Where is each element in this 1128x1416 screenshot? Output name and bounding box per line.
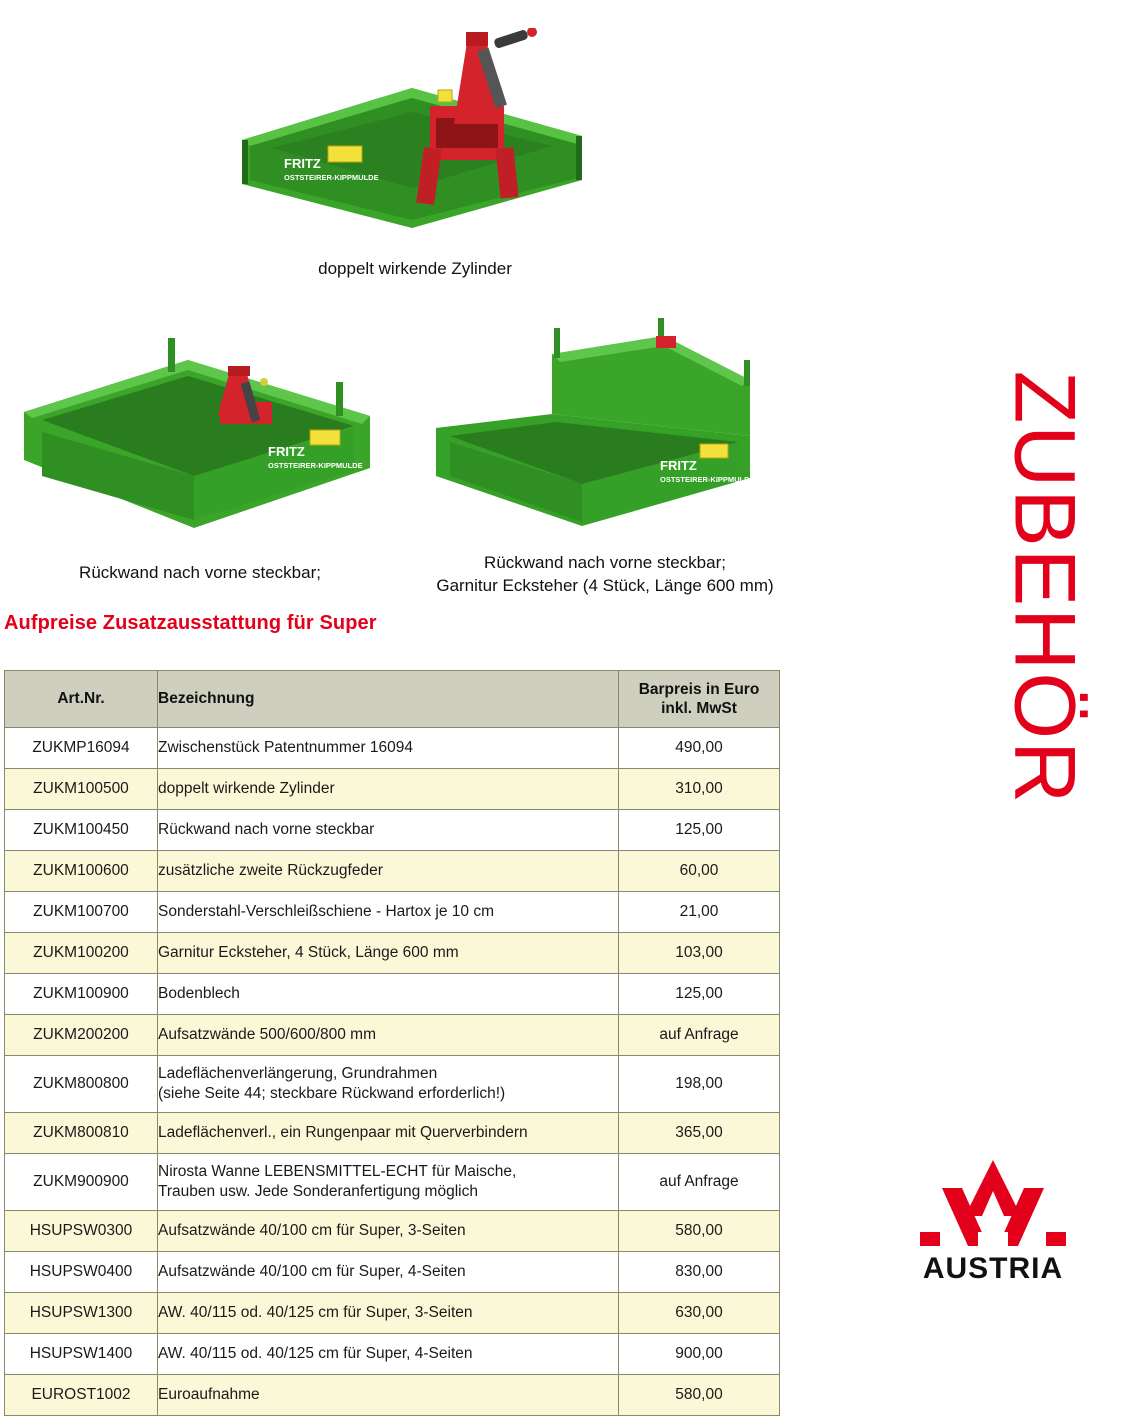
cell-price: 630,00 (619, 1293, 780, 1334)
cell-price: auf Anfrage (619, 1015, 780, 1056)
austria-a-icon (918, 1158, 1068, 1250)
austria-logo-mark (918, 1158, 1068, 1250)
cell-article-number: ZUKM100700 (5, 892, 158, 933)
cell-description-line2: Trauben usw. Jede Sonderanfertigung möglich (158, 1183, 478, 1200)
cell-description (158, 1154, 619, 1211)
austria-logo (898, 1158, 1088, 1286)
table-row (5, 810, 780, 851)
cell-price: 198,00 (619, 1056, 780, 1113)
side-title-zubehoer (984, 318, 1104, 858)
cell-description: Zwischenstück Patentnummer 16094 (158, 728, 619, 769)
table-row (5, 1154, 780, 1211)
cell-price: 103,00 (619, 933, 780, 974)
cell-description: Garnitur Ecksteher, 4 Stück, Länge 600 mm (158, 933, 619, 974)
cell-article-number: ZUKM100200 (5, 933, 158, 974)
cell-article-number: ZUKM100600 (5, 851, 158, 892)
cell-article-number: HSUPSW0400 (5, 1252, 158, 1293)
caption-rear-wall-left: Rückwand nach vorne steckbar; (79, 563, 321, 582)
cell-price: 125,00 (619, 810, 780, 851)
table-row (5, 769, 780, 810)
cell-article-number: ZUKM100500 (5, 769, 158, 810)
cell-article-number: HSUPSW1400 (5, 1334, 158, 1375)
cell-price: 60,00 (619, 851, 780, 892)
table-row (5, 1211, 780, 1252)
table-row (5, 728, 780, 769)
table-row (5, 974, 780, 1015)
cell-price: 310,00 (619, 769, 780, 810)
product-image-rear-wall-corner-stakes (432, 318, 782, 543)
cell-price: 580,00 (619, 1375, 780, 1416)
table-row (5, 1293, 780, 1334)
cell-description: Aufsatzwände 500/600/800 mm (158, 1015, 619, 1056)
cell-description-line2: (siehe Seite 44; steckbare Rückwand erforderlich!) (158, 1085, 506, 1102)
svg-text:FRITZ: FRITZ (268, 444, 305, 459)
svg-text:FRITZ: FRITZ (660, 458, 697, 473)
cell-description (158, 1056, 619, 1113)
cell-price: 125,00 (619, 974, 780, 1015)
table-row (5, 1375, 780, 1416)
table-body (5, 728, 780, 1416)
table-header-row (5, 671, 780, 728)
cell-description: Aufsatzwände 40/100 cm für Super, 4-Seiten (158, 1252, 619, 1293)
cell-article-number: ZUKM200200 (5, 1015, 158, 1056)
cell-price: auf Anfrage (619, 1154, 780, 1211)
column-header-article-number: Art.Nr. (5, 671, 158, 728)
table-row (5, 1056, 780, 1113)
price-table-container (4, 670, 776, 1416)
cell-price: 365,00 (619, 1113, 780, 1154)
table-header (5, 671, 780, 728)
cell-description: AW. 40/115 od. 40/125 cm für Super, 4-Seiten (158, 1334, 619, 1375)
side-title-text: ZUBEHÖR (996, 370, 1093, 806)
cell-description: AW. 40/115 od. 40/125 cm für Super, 3-Seiten (158, 1293, 619, 1334)
cell-description: Aufsatzwände 40/100 cm für Super, 3-Seiten (158, 1211, 619, 1252)
table-row (5, 1015, 780, 1056)
price-table (4, 670, 780, 1416)
cell-article-number: ZUKM800810 (5, 1113, 158, 1154)
table-row (5, 1113, 780, 1154)
tipping-bucket-illustration-3 (432, 318, 782, 543)
caption-line-1: Rückwand nach vorne steckbar; (484, 553, 726, 572)
column-header-description: Bezeichnung (158, 671, 619, 728)
cell-price: 21,00 (619, 892, 780, 933)
cell-description-line1: Ladeflächenverlängerung, Grundrahmen (158, 1064, 438, 1082)
cell-price: 900,00 (619, 1334, 780, 1375)
cell-article-number: HSUPSW1300 (5, 1293, 158, 1334)
cell-description: Ladeflächenverl., ein Rungenpaar mit Querverbindern (158, 1113, 619, 1154)
table-row (5, 892, 780, 933)
cell-article-number: ZUKMP16094 (5, 728, 158, 769)
cell-price: 580,00 (619, 1211, 780, 1252)
cell-description: doppelt wirkende Zylinder (158, 769, 619, 810)
svg-text:FRITZ: FRITZ (284, 156, 321, 171)
austria-logo-text: AUSTRIA (922, 1252, 1064, 1285)
table-row (5, 1334, 780, 1375)
column-header-price-line1: Barpreis in Euro (638, 680, 760, 698)
cell-description: Sonderstahl-Verschleißschiene - Hartox je 10 cm (158, 892, 619, 933)
cell-description: zusätzliche zweite Rückzugfeder (158, 851, 619, 892)
cell-description: Bodenblech (158, 974, 619, 1015)
tipping-bucket-illustration-2 (18, 320, 378, 540)
table-row (5, 933, 780, 974)
column-header-price (619, 671, 780, 728)
cell-article-number: HSUPSW0300 (5, 1211, 158, 1252)
product-illustrations (0, 0, 930, 610)
cell-article-number: ZUKM800800 (5, 1056, 158, 1113)
svg-text:OSTSTEIRER-KIPPMULDE: OSTSTEIRER-KIPPMULDE (660, 475, 755, 484)
caption-line-2: Garnitur Ecksteher (4 Stück, Länge 600 mm) (436, 575, 774, 595)
cell-description: Euroaufnahme (158, 1375, 619, 1416)
caption-double-acting-cylinder: doppelt wirkende Zylinder (318, 259, 512, 278)
cell-article-number: ZUKM100900 (5, 974, 158, 1015)
cell-article-number: ZUKM900900 (5, 1154, 158, 1211)
table-row (5, 851, 780, 892)
cell-price: 830,00 (619, 1252, 780, 1293)
product-image-double-acting-cylinder (232, 28, 592, 238)
cell-price: 490,00 (619, 728, 780, 769)
table-row (5, 1252, 780, 1293)
cell-description: Rückwand nach vorne steckbar (158, 810, 619, 851)
cell-article-number: ZUKM100450 (5, 810, 158, 851)
cell-article-number: EUROST1002 (5, 1375, 158, 1416)
product-image-rear-wall-left (18, 320, 378, 540)
caption-rear-wall-corner-stakes (395, 552, 815, 598)
tipping-bucket-illustration-1 (232, 28, 592, 238)
svg-text:OSTSTEIRER-KIPPMULDE: OSTSTEIRER-KIPPMULDE (284, 173, 379, 182)
cell-description-line1: Nirosta Wanne LEBENSMITTEL-ECHT für Maische, (158, 1162, 517, 1180)
svg-text:OSTSTEIRER-KIPPMULDE: OSTSTEIRER-KIPPMULDE (268, 461, 363, 470)
section-headline: Aufpreise Zusatzausstattung für Super (4, 612, 377, 634)
column-header-price-line2: inkl. MwSt (661, 700, 737, 717)
